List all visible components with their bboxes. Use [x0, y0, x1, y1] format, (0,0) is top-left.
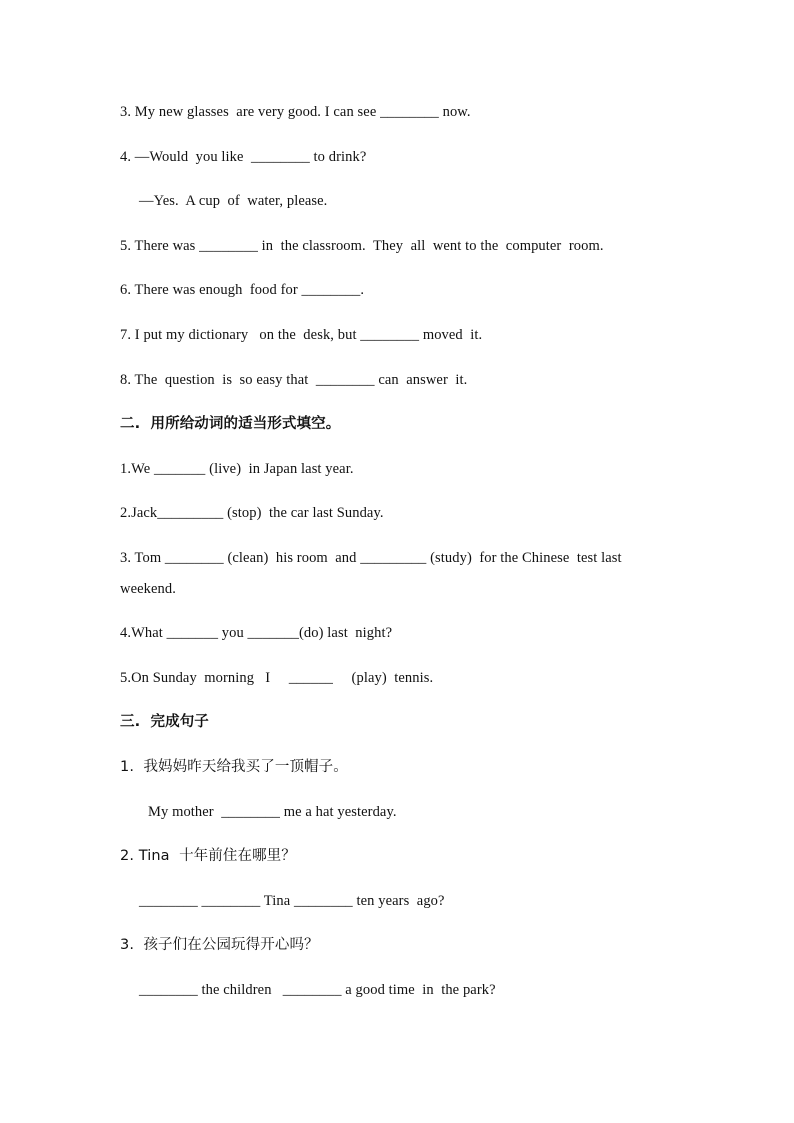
question-6: 6. There was enough food for ________. — [120, 282, 365, 298]
sentence-1-prompt: 1. 我妈妈昨天给我买了一顶帽子。 — [120, 759, 348, 775]
question-7: 7. I put my dictionary on the desk, but ________ moved it. — [120, 327, 483, 343]
sentence-2-answer: ________ ________ Tina ________ ten years ago? — [139, 893, 445, 909]
verb-item-5: 5.On Sunday morning I ______ (play) tennis. — [120, 670, 434, 686]
sentence-2-prompt: 2. Tina 十年前住在哪里？ — [120, 848, 296, 864]
sentence-3-prompt: 3. 孩子们在公园玩得开心吗？ — [120, 937, 319, 953]
verb-item-1: 1.We _______ (live) in Japan last year. — [120, 461, 354, 477]
sentence-3-answer: ________ the children ________ a good time in the park? — [139, 982, 496, 998]
sentence-1-answer: My mother ________ me a hat yesterday. — [148, 804, 397, 820]
question-5: 5. There was ________ in the classroom. They all went to the computer room. — [120, 238, 604, 254]
verb-item-4: 4.What _______ you _______(do) last night? — [120, 625, 393, 641]
question-8: 8. The question is so easy that ________ can answer it. — [120, 372, 468, 388]
question-4-reply: —Yes. A cup of water, please. — [139, 193, 328, 209]
question-3: 3. My new glasses are very good. I can see ________ now. — [120, 104, 471, 120]
section-2-heading: 二. 用所给动词的适当形式填空。 — [120, 416, 341, 432]
section-3-heading: 三. 完成句子 — [120, 714, 209, 730]
verb-item-2: 2.Jack_________ (stop) the car last Sunday. — [120, 505, 384, 521]
question-4: 4. —Would you like ________ to drink? — [120, 149, 367, 165]
verb-item-3: 3. Tom ________ (clean) his room and _________ (study) for the Chinese test last — [120, 550, 622, 566]
verb-item-3-continued: weekend. — [120, 581, 176, 597]
